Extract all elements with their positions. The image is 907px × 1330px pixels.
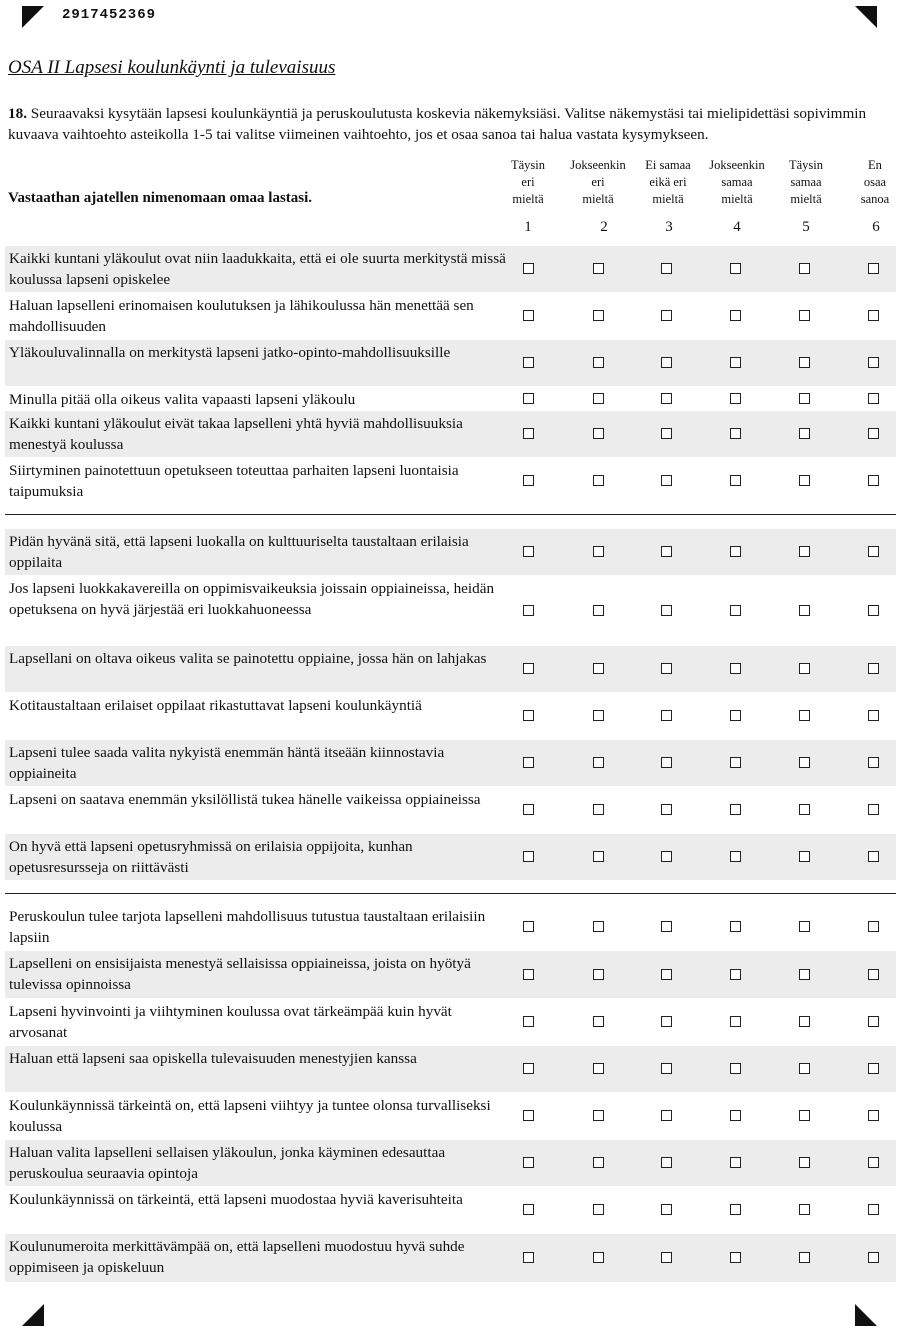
answer-checkbox-1[interactable] bbox=[523, 804, 534, 815]
statement-text: Jos lapseni luokkakavereilla on oppimisvaikeuksia joissain oppiaineissa, heidän opetuksena on hyvä järjestää eri luokkahuoneessa bbox=[9, 580, 495, 618]
question-instruction: Vastaathan ajatellen nimenomaan omaa lastasi. bbox=[8, 190, 313, 206]
answer-checkbox-2[interactable] bbox=[593, 475, 604, 486]
scale-number-1: 1 bbox=[524, 219, 532, 235]
question-row bbox=[5, 576, 896, 645]
statement-text: Lapseni tulee saada valita nykyistä enemmän häntä itseään kiinnostavia oppiaineita bbox=[9, 744, 445, 782]
answer-checkbox-5[interactable] bbox=[799, 1110, 810, 1121]
answer-checkbox-2[interactable] bbox=[593, 546, 604, 557]
answer-checkbox-2[interactable] bbox=[593, 1252, 604, 1263]
question-text: Seuraavaksi kysytään lapsesi koulunkäyntiä ja peruskoulutusta koskevia näkemyksiäsi. Valitse näkemystäsi tai mielipidettäsi sopivimmin kuvaava vaihtoehto asteikolla 1-5 tai valitse viimeinen vaihtoehto, jos et osaa sanoa tai halua vastata kysymykseen. bbox=[8, 105, 867, 143]
question-row bbox=[5, 1093, 896, 1139]
answer-checkbox-6[interactable] bbox=[868, 851, 879, 862]
answer-checkbox-3[interactable] bbox=[661, 921, 672, 932]
question-row bbox=[5, 411, 896, 457]
answer-checkbox-5[interactable] bbox=[799, 710, 810, 721]
answer-checkbox-4[interactable] bbox=[730, 475, 741, 486]
question-row bbox=[5, 246, 896, 292]
question-row bbox=[5, 1046, 896, 1092]
answer-checkbox-3[interactable] bbox=[661, 1110, 672, 1121]
answer-checkbox-2[interactable] bbox=[593, 605, 604, 616]
answer-checkbox-6[interactable] bbox=[868, 804, 879, 815]
answer-checkbox-4[interactable] bbox=[730, 851, 741, 862]
scale-number-5: 5 bbox=[802, 219, 810, 235]
statement-text: On hyvä että lapseni opetusryhmissä on erilaisia oppijoita, kunhan opetusresursseja on riittävästi bbox=[9, 838, 413, 876]
answer-checkbox-2[interactable] bbox=[593, 1063, 604, 1074]
answer-checkbox-3[interactable] bbox=[661, 1157, 672, 1168]
answer-checkbox-1[interactable] bbox=[523, 310, 534, 321]
answer-checkbox-5[interactable] bbox=[799, 1252, 810, 1263]
registration-mark-top-left bbox=[22, 6, 44, 28]
answer-checkbox-1[interactable] bbox=[523, 1063, 534, 1074]
answer-checkbox-1[interactable] bbox=[523, 1252, 534, 1263]
answer-checkbox-3[interactable] bbox=[661, 310, 672, 321]
statement-text: Lapseni hyvinvointi ja viihtyminen koulussa ovat tärkeämpää kuin hyvät arvosanat bbox=[9, 1003, 452, 1041]
answer-checkbox-4[interactable] bbox=[730, 357, 741, 368]
question-intro bbox=[8, 103, 898, 145]
answer-checkbox-1[interactable] bbox=[523, 428, 534, 439]
answer-checkbox-2[interactable] bbox=[593, 921, 604, 932]
answer-checkbox-1[interactable] bbox=[523, 546, 534, 557]
answer-checkbox-5[interactable] bbox=[799, 263, 810, 274]
statement-text: Kotitaustaltaan erilaiset oppilaat rikastuttavat lapseni koulunkäyntiä bbox=[9, 697, 422, 714]
scale-header-3: Ei samaa eikä eri mieltä bbox=[645, 158, 691, 206]
answer-checkbox-3[interactable] bbox=[661, 804, 672, 815]
answer-checkbox-6[interactable] bbox=[868, 475, 879, 486]
answer-checkbox-5[interactable] bbox=[799, 475, 810, 486]
answer-checkbox-1[interactable] bbox=[523, 851, 534, 862]
answer-checkbox-1[interactable] bbox=[523, 263, 534, 274]
answer-checkbox-3[interactable] bbox=[661, 1063, 672, 1074]
answer-checkbox-2[interactable] bbox=[593, 969, 604, 980]
statement-text: Kaikki kuntani yläkoulut eivät takaa lapselleni yhtä hyviä mahdollisuuksia menestyä koulussa bbox=[9, 415, 463, 453]
answer-checkbox-4[interactable] bbox=[730, 1157, 741, 1168]
answer-checkbox-1[interactable] bbox=[523, 393, 534, 404]
answer-checkbox-6[interactable] bbox=[868, 921, 879, 932]
answer-checkbox-6[interactable] bbox=[868, 357, 879, 368]
answer-checkbox-3[interactable] bbox=[661, 851, 672, 862]
answer-checkbox-3[interactable] bbox=[661, 1204, 672, 1215]
section-title: OSA II Lapsesi koulunkäynti ja tulevaisuus bbox=[8, 57, 336, 78]
answer-checkbox-1[interactable] bbox=[523, 921, 534, 932]
answer-checkbox-2[interactable] bbox=[593, 710, 604, 721]
answer-checkbox-5[interactable] bbox=[799, 357, 810, 368]
statement-text: Siirtyminen painotettuun opetukseen toteuttaa parhaiten lapseni luontaisia taipumuksia bbox=[9, 462, 459, 500]
scale-number-6: 6 bbox=[872, 219, 880, 235]
question-row bbox=[5, 1187, 896, 1233]
question-number: 18. bbox=[8, 105, 27, 122]
registration-mark-bottom-left bbox=[22, 1304, 44, 1326]
answer-checkbox-4[interactable] bbox=[730, 310, 741, 321]
answer-checkbox-4[interactable] bbox=[730, 969, 741, 980]
statement-text: Yläkouluvalinnalla on merkitystä lapseni jatko-opinto-mahdollisuuksille bbox=[9, 344, 451, 361]
answer-checkbox-6[interactable] bbox=[868, 1204, 879, 1215]
answer-checkbox-3[interactable] bbox=[661, 757, 672, 768]
answer-checkbox-4[interactable] bbox=[730, 921, 741, 932]
statement-text: Haluan lapselleni erinomaisen koulutuksen ja lähikoulussa hän menettää sen mahdollisuuden bbox=[9, 297, 474, 335]
answer-checkbox-5[interactable] bbox=[799, 393, 810, 404]
answer-checkbox-3[interactable] bbox=[661, 546, 672, 557]
scale-header-2: Jokseenkin eri mieltä bbox=[570, 158, 626, 206]
answer-checkbox-1[interactable] bbox=[523, 1016, 534, 1027]
question-row bbox=[5, 740, 896, 786]
answer-checkbox-3[interactable] bbox=[661, 1252, 672, 1263]
answer-checkbox-5[interactable] bbox=[799, 851, 810, 862]
scale-header-1: Täysin eri mieltä bbox=[510, 158, 546, 206]
statement-text: Kaikki kuntani yläkoulut ovat niin laadukkaita, että ei ole suurta merkitystä missä koulussa lapseni opiskelee bbox=[9, 250, 506, 288]
answer-checkbox-3[interactable] bbox=[661, 605, 672, 616]
answer-checkbox-4[interactable] bbox=[730, 710, 741, 721]
answer-checkbox-4[interactable] bbox=[730, 1063, 741, 1074]
question-row bbox=[5, 999, 896, 1045]
answer-checkbox-1[interactable] bbox=[523, 1204, 534, 1215]
answer-checkbox-6[interactable] bbox=[868, 1063, 879, 1074]
answer-checkbox-6[interactable] bbox=[868, 710, 879, 721]
statement-text: Peruskoulun tulee tarjota lapselleni mahdollisuus tutustua taustaltaan erilaisiin lapsiin bbox=[9, 908, 486, 946]
answer-checkbox-6[interactable] bbox=[868, 757, 879, 768]
answer-checkbox-3[interactable] bbox=[661, 969, 672, 980]
scale-number-2: 2 bbox=[600, 219, 608, 235]
statement-text: Minulla pitää olla oikeus valita vapaasti lapseni yläkoulu bbox=[9, 391, 356, 408]
answer-checkbox-4[interactable] bbox=[730, 1252, 741, 1263]
answer-checkbox-1[interactable] bbox=[523, 475, 534, 486]
question-row bbox=[5, 1140, 896, 1186]
question-row bbox=[5, 293, 896, 339]
scale-header-4: Jokseenkin samaa mieltä bbox=[709, 158, 765, 206]
answer-checkbox-4[interactable] bbox=[730, 1204, 741, 1215]
answer-checkbox-6[interactable] bbox=[868, 263, 879, 274]
question-row bbox=[5, 387, 896, 410]
answer-checkbox-2[interactable] bbox=[593, 1204, 604, 1215]
answer-checkbox-2[interactable] bbox=[593, 310, 604, 321]
answer-checkbox-3[interactable] bbox=[661, 1016, 672, 1027]
answer-checkbox-1[interactable] bbox=[523, 663, 534, 674]
answer-checkbox-5[interactable] bbox=[799, 1016, 810, 1027]
statement-text: Lapseni on saatava enemmän yksilöllistä tukea hänelle vaikeissa oppiaineissa bbox=[9, 791, 481, 808]
answer-checkbox-2[interactable] bbox=[593, 357, 604, 368]
answer-checkbox-3[interactable] bbox=[661, 428, 672, 439]
answer-checkbox-6[interactable] bbox=[868, 663, 879, 674]
answer-checkbox-6[interactable] bbox=[868, 546, 879, 557]
scale-number-3: 3 bbox=[665, 219, 673, 235]
answer-checkbox-2[interactable] bbox=[593, 663, 604, 674]
question-row bbox=[5, 1234, 896, 1282]
answer-checkbox-6[interactable] bbox=[868, 605, 879, 616]
answer-checkbox-2[interactable] bbox=[593, 1157, 604, 1168]
statement-text: Koulunkäynnissä on tärkeintä, että lapseni muodostaa hyviä kaverisuhteita bbox=[9, 1191, 463, 1208]
form-id: 2917452369 bbox=[62, 7, 157, 23]
group-separator bbox=[5, 893, 896, 894]
answer-checkbox-4[interactable] bbox=[730, 663, 741, 674]
answer-checkbox-4[interactable] bbox=[730, 605, 741, 616]
statement-text: Koulunkäynnissä tärkeintä on, että lapseni viihtyy ja tuntee olonsa turvalliseksi koulussa bbox=[9, 1097, 491, 1135]
scale-header-5: Täysin samaa mieltä bbox=[788, 158, 824, 206]
question-row bbox=[5, 529, 896, 575]
answer-checkbox-5[interactable] bbox=[799, 969, 810, 980]
answer-checkbox-6[interactable] bbox=[868, 310, 879, 321]
answer-checkbox-6[interactable] bbox=[868, 969, 879, 980]
answer-checkbox-5[interactable] bbox=[799, 757, 810, 768]
answer-checkbox-4[interactable] bbox=[730, 1110, 741, 1121]
statement-text: Haluan että lapseni saa opiskella tulevaisuuden menestyjien kanssa bbox=[9, 1050, 417, 1067]
registration-mark-top-right bbox=[855, 6, 877, 28]
answer-checkbox-5[interactable] bbox=[799, 310, 810, 321]
answer-checkbox-5[interactable] bbox=[799, 428, 810, 439]
answer-checkbox-2[interactable] bbox=[593, 757, 604, 768]
answer-checkbox-5[interactable] bbox=[799, 804, 810, 815]
answer-checkbox-6[interactable] bbox=[868, 1252, 879, 1263]
question-row bbox=[5, 834, 896, 880]
registration-mark-bottom-right bbox=[855, 1304, 877, 1326]
answer-checkbox-2[interactable] bbox=[593, 263, 604, 274]
answer-checkbox-1[interactable] bbox=[523, 1157, 534, 1168]
answer-checkbox-5[interactable] bbox=[799, 605, 810, 616]
answer-checkbox-2[interactable] bbox=[593, 804, 604, 815]
statement-text: Haluan valita lapselleni sellaisen yläkoulun, jonka käyminen edesauttaa peruskoulua seuraavia opintoja bbox=[9, 1144, 446, 1182]
answer-checkbox-1[interactable] bbox=[523, 605, 534, 616]
answer-checkbox-5[interactable] bbox=[799, 921, 810, 932]
answer-checkbox-1[interactable] bbox=[523, 969, 534, 980]
answer-checkbox-2[interactable] bbox=[593, 428, 604, 439]
statement-text: Pidän hyvänä sitä, että lapseni luokalla on kulttuuriselta taustaltaan erilaisia oppilaita bbox=[9, 533, 469, 571]
statement-text: Koulunumeroita merkittävämpää on, että lapselleni muodostuu hyvä suhde oppimiseen ja opiskeluun bbox=[9, 1238, 465, 1276]
statement-text: Lapselleni on ensisijaista menestyä sellaisissa oppiaineissa, joista on hyötyä tulevissa opinnoissa bbox=[9, 955, 471, 993]
answer-checkbox-6[interactable] bbox=[868, 1110, 879, 1121]
answer-checkbox-2[interactable] bbox=[593, 1110, 604, 1121]
answer-checkbox-5[interactable] bbox=[799, 546, 810, 557]
answer-checkbox-6[interactable] bbox=[868, 393, 879, 404]
scale-header-6: En osaa sanoa bbox=[860, 158, 890, 206]
statement-text: Lapsellani on oltava oikeus valita se painotettu oppiaine, jossa hän on lahjakas bbox=[9, 650, 487, 667]
answer-checkbox-5[interactable] bbox=[799, 1204, 810, 1215]
answer-checkbox-6[interactable] bbox=[868, 1016, 879, 1027]
question-row bbox=[5, 787, 896, 833]
answer-checkbox-1[interactable] bbox=[523, 357, 534, 368]
answer-checkbox-3[interactable] bbox=[661, 663, 672, 674]
answer-checkbox-1[interactable] bbox=[523, 1110, 534, 1121]
scale-number-4: 4 bbox=[733, 219, 741, 235]
answer-checkbox-5[interactable] bbox=[799, 663, 810, 674]
question-row bbox=[5, 340, 896, 386]
answer-checkbox-5[interactable] bbox=[799, 1063, 810, 1074]
answer-checkbox-3[interactable] bbox=[661, 357, 672, 368]
answer-checkbox-4[interactable] bbox=[730, 263, 741, 274]
answer-checkbox-1[interactable] bbox=[523, 757, 534, 768]
answer-checkbox-6[interactable] bbox=[868, 1157, 879, 1168]
answer-checkbox-2[interactable] bbox=[593, 1016, 604, 1027]
answer-checkbox-1[interactable] bbox=[523, 710, 534, 721]
answer-checkbox-4[interactable] bbox=[730, 546, 741, 557]
answer-checkbox-3[interactable] bbox=[661, 710, 672, 721]
answer-checkbox-4[interactable] bbox=[730, 804, 741, 815]
answer-checkbox-3[interactable] bbox=[661, 263, 672, 274]
question-row bbox=[5, 458, 896, 504]
answer-checkbox-4[interactable] bbox=[730, 1016, 741, 1027]
answer-checkbox-4[interactable] bbox=[730, 393, 741, 404]
answer-checkbox-4[interactable] bbox=[730, 428, 741, 439]
answer-checkbox-2[interactable] bbox=[593, 851, 604, 862]
question-row bbox=[5, 646, 896, 692]
question-row bbox=[5, 904, 896, 950]
answer-checkbox-6[interactable] bbox=[868, 428, 879, 439]
answer-checkbox-4[interactable] bbox=[730, 757, 741, 768]
question-row bbox=[5, 693, 896, 739]
answer-checkbox-3[interactable] bbox=[661, 393, 672, 404]
answer-checkbox-3[interactable] bbox=[661, 475, 672, 486]
question-row bbox=[5, 951, 896, 998]
answer-checkbox-2[interactable] bbox=[593, 393, 604, 404]
group-separator bbox=[5, 514, 896, 515]
answer-checkbox-5[interactable] bbox=[799, 1157, 810, 1168]
